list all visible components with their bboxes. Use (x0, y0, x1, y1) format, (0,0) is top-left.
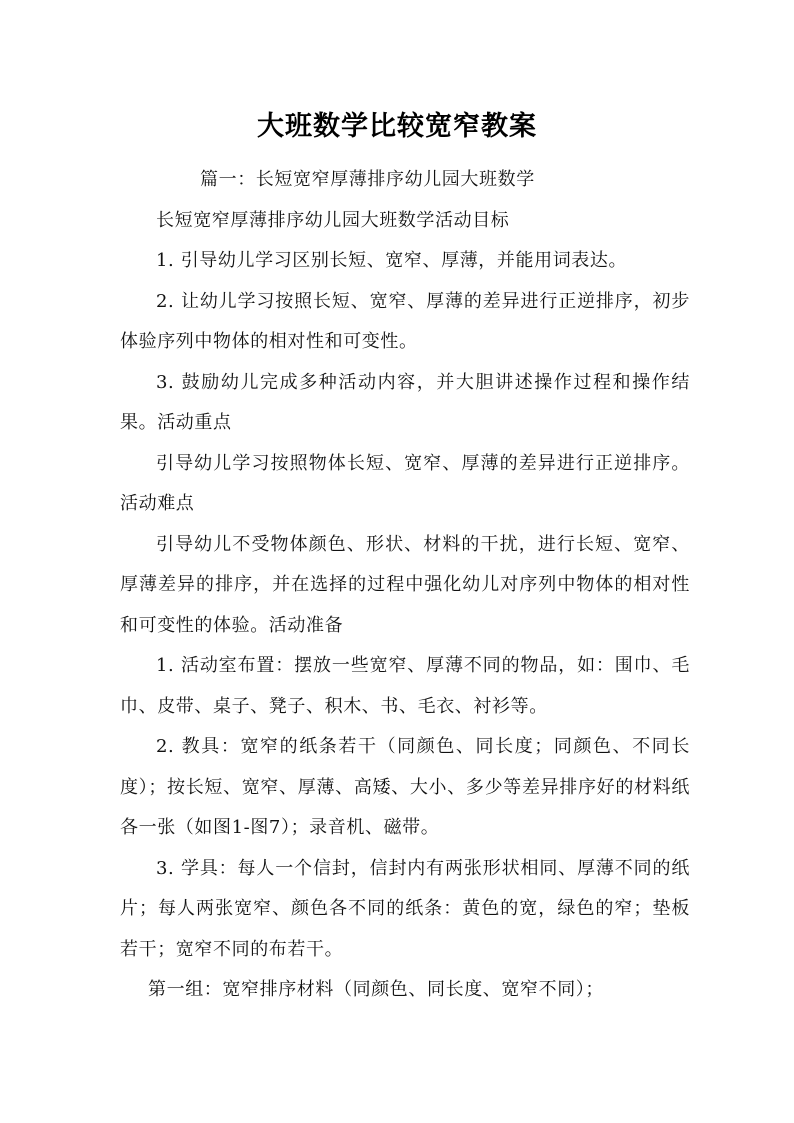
document-body (120, 160, 690, 1011)
paragraph: 2. 让幼儿学习按照长短、宽窄、厚薄的差异进行正逆排序，初步体验序列中物体的相对性和可变性。 (120, 290, 690, 352)
paragraph: 3. 鼓励幼儿完成多种活动内容，并大胆讲述操作过程和操作结果。活动重点 (120, 371, 690, 433)
paragraph: 引导幼儿学习按照物体长短、宽窄、厚薄的差异进行正逆排序。活动难点 (120, 452, 690, 514)
paragraph: 1. 引导幼儿学习区别长短、宽窄、厚薄，并能用词表达。 (156, 250, 628, 271)
document-title: 大班数学比较宽窄教案 (257, 111, 537, 142)
paragraph: 2. 教具：宽窄的纸条若干（同颜色、同长度；同颜色、不同长度）；按长短、宽窄、厚薄、高矮、大小、多少等差异排序好的材料纸各一张（如图1-图7）；录音机、磁带。 (120, 736, 690, 838)
paragraph: 3. 学具：每人一个信封，信封内有两张形状相同、厚薄不同的纸片；每人两张宽窄、颜色各不同的纸条：黄色的宽，绿色的窄；垫板若干；宽窄不同的布若干。 (120, 857, 690, 960)
paragraph: 引导幼儿不受物体颜色、形状、材料的干扰，进行长短、宽窄、厚薄差异的排序，并在选择的过程中强化幼儿对序列中物体的相对性和可变性的体验。活动准备 (120, 533, 690, 636)
paragraph: 1. 活动室布置：摆放一些宽窄、厚薄不同的物品，如：围巾、毛巾、皮带、桌子、凳子、积木、书、毛衣、衬衫等。 (120, 655, 690, 717)
paragraph: 第一组：宽窄排序材料（同颜色、同长度、宽窄不同）； (148, 979, 604, 1000)
paragraph: 长短宽窄厚薄排序幼儿园大班数学活动目标 (156, 209, 510, 231)
section-heading: 篇一：长短宽窄厚薄排序幼儿园大班数学 (200, 169, 535, 190)
